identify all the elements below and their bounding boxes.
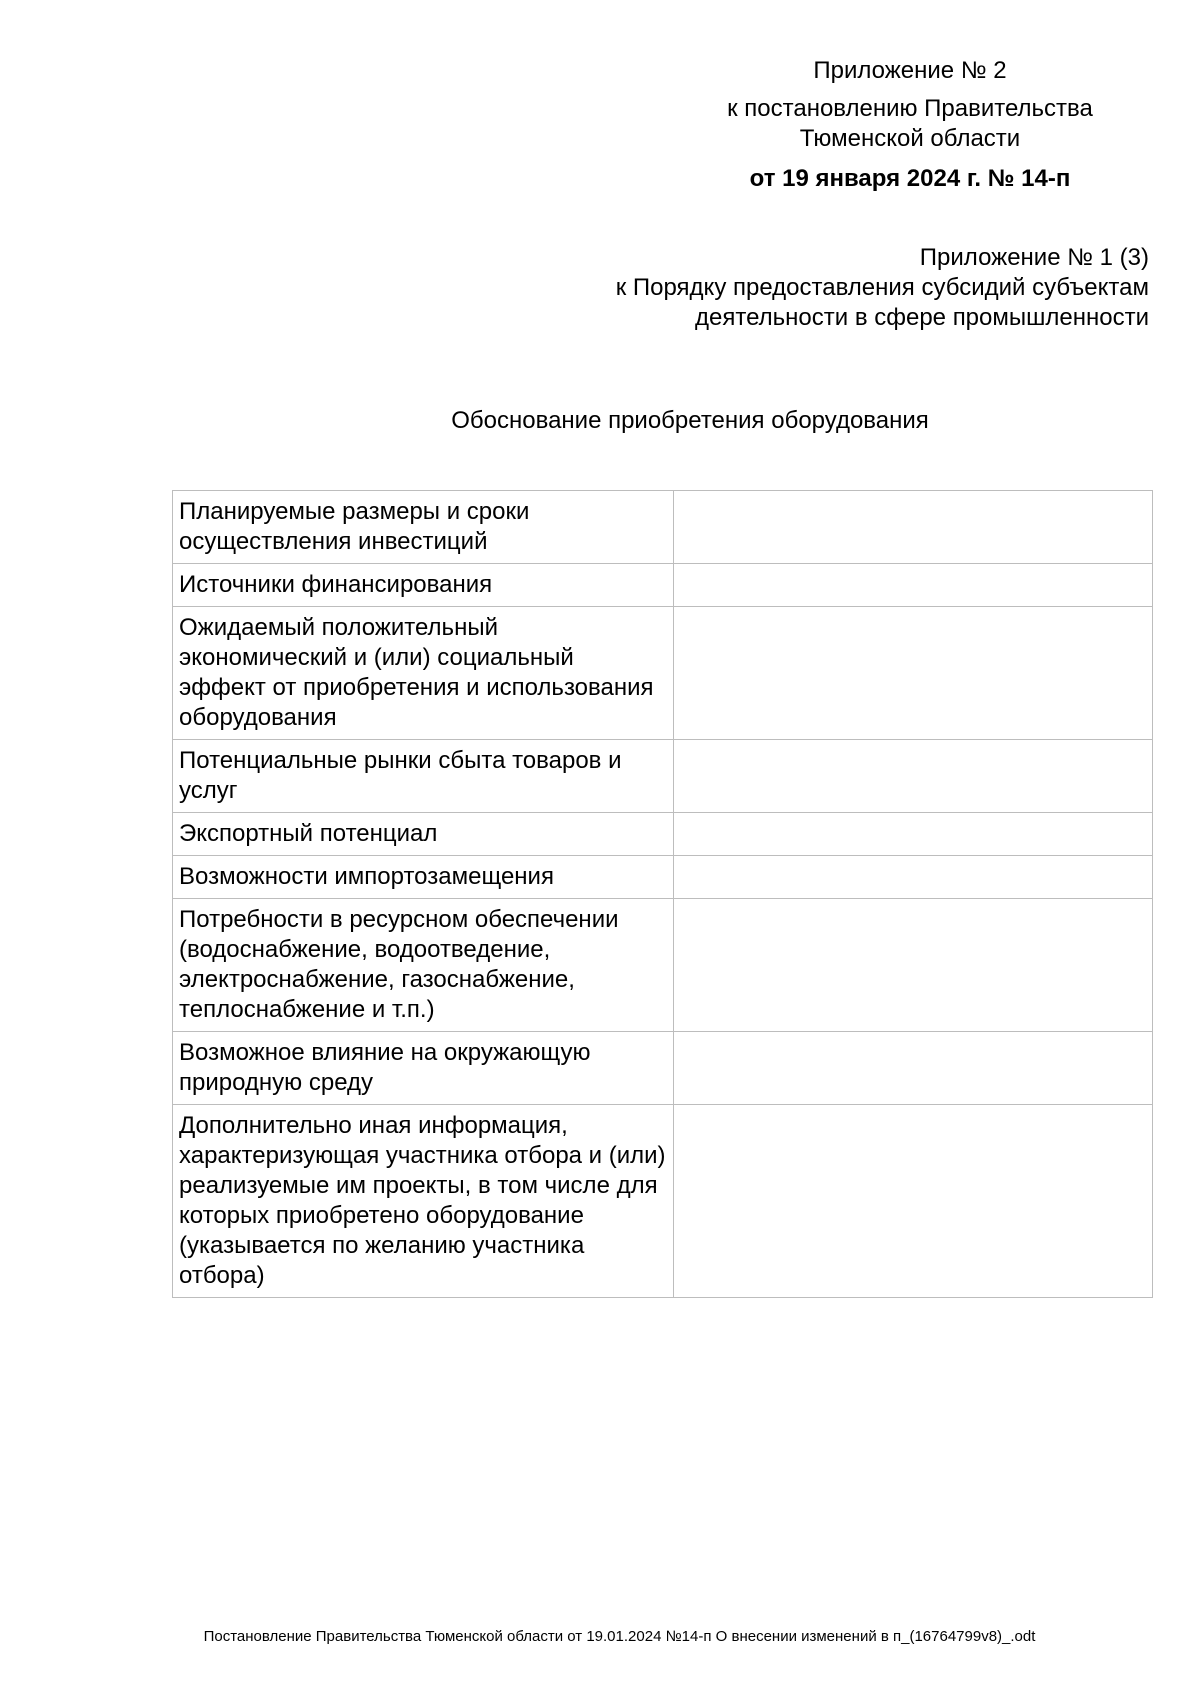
document-footer: Постановление Правительства Тюменской области от 19.01.2024 №14-п О внесении изменений в п_(16764799v8)_.odt [203, 1628, 1036, 1645]
procedure-line-1: к Порядку предоставления субсидий субъектам [615, 274, 1149, 301]
annex-region-line: Тюменской области [799, 125, 1021, 152]
annex-header [660, 56, 1160, 194]
row-value-field[interactable] [674, 1032, 1153, 1105]
annex-resolution-line: к постановлению Правительства [727, 95, 1093, 122]
table-row [173, 813, 1153, 856]
row-label: Источники финансирования [173, 564, 674, 607]
row-value-field[interactable] [674, 607, 1153, 740]
row-label: Потенциальные рынки сбыта товаров и услуг [173, 740, 674, 813]
row-label: Экспортный потенциал [173, 813, 674, 856]
procedure-title: Приложение № 1 (3) [919, 244, 1149, 271]
procedure-header [449, 243, 1149, 333]
row-label: Возможности импортозамещения [173, 856, 674, 899]
table-row [173, 899, 1153, 1032]
table-row [173, 740, 1153, 813]
row-value-field[interactable] [674, 740, 1153, 813]
table-row [173, 491, 1153, 564]
row-value-field[interactable] [674, 813, 1153, 856]
row-label: Планируемые размеры и сроки осуществления инвестиций [173, 491, 674, 564]
table-row [173, 856, 1153, 899]
row-label: Дополнительно иная информация, характеризующая участника отбора и (или) реализуемые им проекты, в том числе для которых приобретено оборудование (указывается по желанию участника отбора) [173, 1105, 674, 1298]
row-label: Потребности в ресурсном обеспечении (водоснабжение, водоотведение, электроснабжение, газоснабжение, теплоснабжение и т.п.) [173, 899, 674, 1032]
justification-table [172, 490, 1153, 1298]
row-label: Ожидаемый положительный экономический и (или) социальный эффект от приобретения и использования оборудования [173, 607, 674, 740]
row-value-field[interactable] [674, 1105, 1153, 1298]
table-row [173, 1032, 1153, 1105]
row-value-field[interactable] [674, 491, 1153, 564]
annex-title: Приложение № 2 [813, 57, 1007, 84]
procedure-line-2: деятельности в сфере промышленности [695, 304, 1149, 331]
table-row [173, 564, 1153, 607]
row-value-field[interactable] [674, 899, 1153, 1032]
row-value-field[interactable] [674, 856, 1153, 899]
annex-date-number: от 19 января 2024 г. № 14-п [749, 165, 1071, 192]
table-row [173, 607, 1153, 740]
row-label: Возможное влияние на окружающую природную среду [173, 1032, 674, 1105]
row-value-field[interactable] [674, 564, 1153, 607]
table-row [173, 1105, 1153, 1298]
document-title: Обоснование приобретения оборудования [451, 407, 929, 434]
